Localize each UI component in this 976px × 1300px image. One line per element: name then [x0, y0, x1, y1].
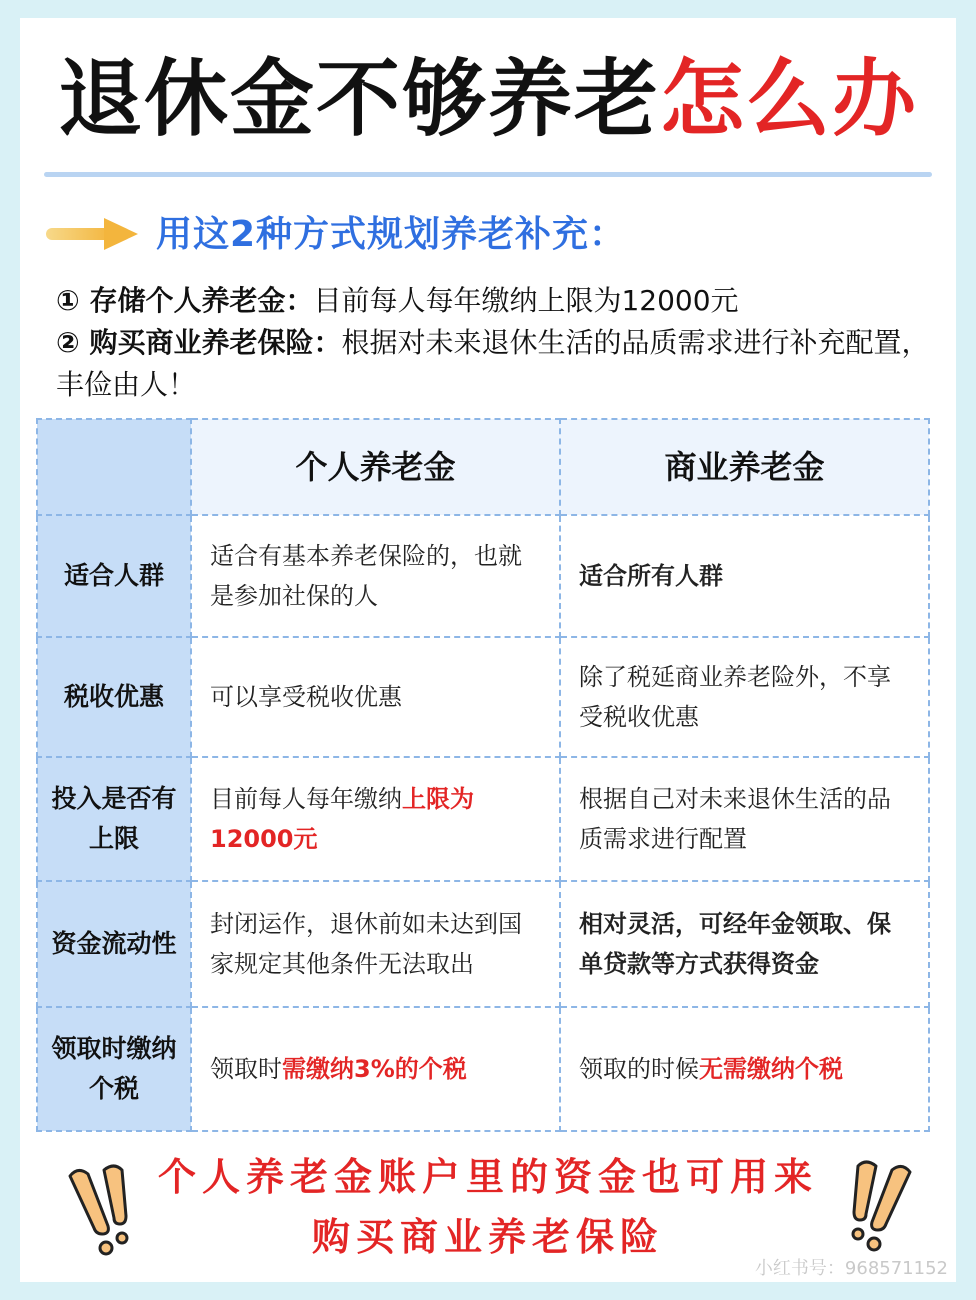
cell-commercial-highlight: 无需缴纳个税	[699, 1055, 843, 1083]
cell-personal-highlight: 上限为12000元	[210, 785, 474, 853]
cell-personal	[191, 757, 560, 881]
comparison-table	[36, 418, 930, 1132]
header-personal-pension: 个人养老金	[191, 419, 560, 515]
title-black: 退休金不够养老	[57, 50, 660, 148]
title-red: 怎么办	[660, 50, 919, 148]
cell-personal-text: 目前每人每年缴纳	[210, 785, 402, 813]
row-label: 税收优惠	[37, 637, 191, 757]
cell-commercial	[560, 1007, 929, 1131]
row-label: 投入是否有上限	[37, 757, 191, 881]
intro-item-2-text: 根据对未来退休生活的品质需求进行补充配置，丰俭由人！	[56, 326, 930, 401]
section-subtitle: 用这2种方式规划养老补充：	[156, 214, 627, 255]
intro-item-1-text: 目前每人每年缴纳上限为12000元	[313, 284, 739, 317]
cell-commercial: 适合所有人群	[560, 515, 929, 637]
cell-personal: 封闭运作，退休前如未达到国家规定其他条件无法取出	[191, 881, 560, 1007]
intro-item-2	[56, 322, 936, 406]
cell-commercial-text: 领取的时候	[579, 1055, 699, 1083]
intro-item-1	[56, 280, 936, 322]
bottom-line-2: 购买商业养老保险	[311, 1215, 664, 1259]
row-label: 领取时缴纳个税	[37, 1007, 191, 1131]
table-row	[37, 757, 929, 881]
exclamation-right-icon	[836, 1156, 916, 1256]
table-row	[37, 637, 929, 757]
page-title	[0, 44, 976, 154]
intro-item-1-label: ① 存储个人养老金：	[56, 284, 314, 317]
bottom-line-1: 个人养老金账户里的资金也可用来	[157, 1155, 818, 1199]
cell-commercial: 相对灵活，可经年金领取、保单贷款等方式获得资金	[560, 881, 929, 1007]
row-label: 资金流动性	[37, 881, 191, 1007]
table-row	[37, 515, 929, 637]
table-header-row	[37, 419, 929, 515]
intro-item-2-label: ② 购买商业养老保险：	[56, 326, 342, 359]
row-label: 适合人群	[37, 515, 191, 637]
title-divider	[44, 172, 932, 177]
cell-personal-highlight: 需缴纳3%的个税	[282, 1055, 467, 1083]
intro-text	[56, 280, 936, 406]
cell-commercial: 除了税延商业养老险外，不享受税收优惠	[560, 637, 929, 757]
cell-personal	[191, 1007, 560, 1131]
header-commercial-pension: 商业养老金	[560, 419, 929, 515]
arrow-right-icon	[44, 214, 140, 254]
table-row	[37, 1007, 929, 1131]
cell-commercial: 根据自己对未来退休生活的品质需求进行配置	[560, 757, 929, 881]
cell-personal-text: 领取时	[210, 1055, 282, 1083]
cell-personal: 适合有基本养老保险的，也就是参加社保的人	[191, 515, 560, 637]
watermark: 小红书号：968571152	[754, 1258, 948, 1279]
table-corner	[37, 419, 191, 515]
table-row	[37, 881, 929, 1007]
cell-personal: 可以享受税收优惠	[191, 637, 560, 757]
